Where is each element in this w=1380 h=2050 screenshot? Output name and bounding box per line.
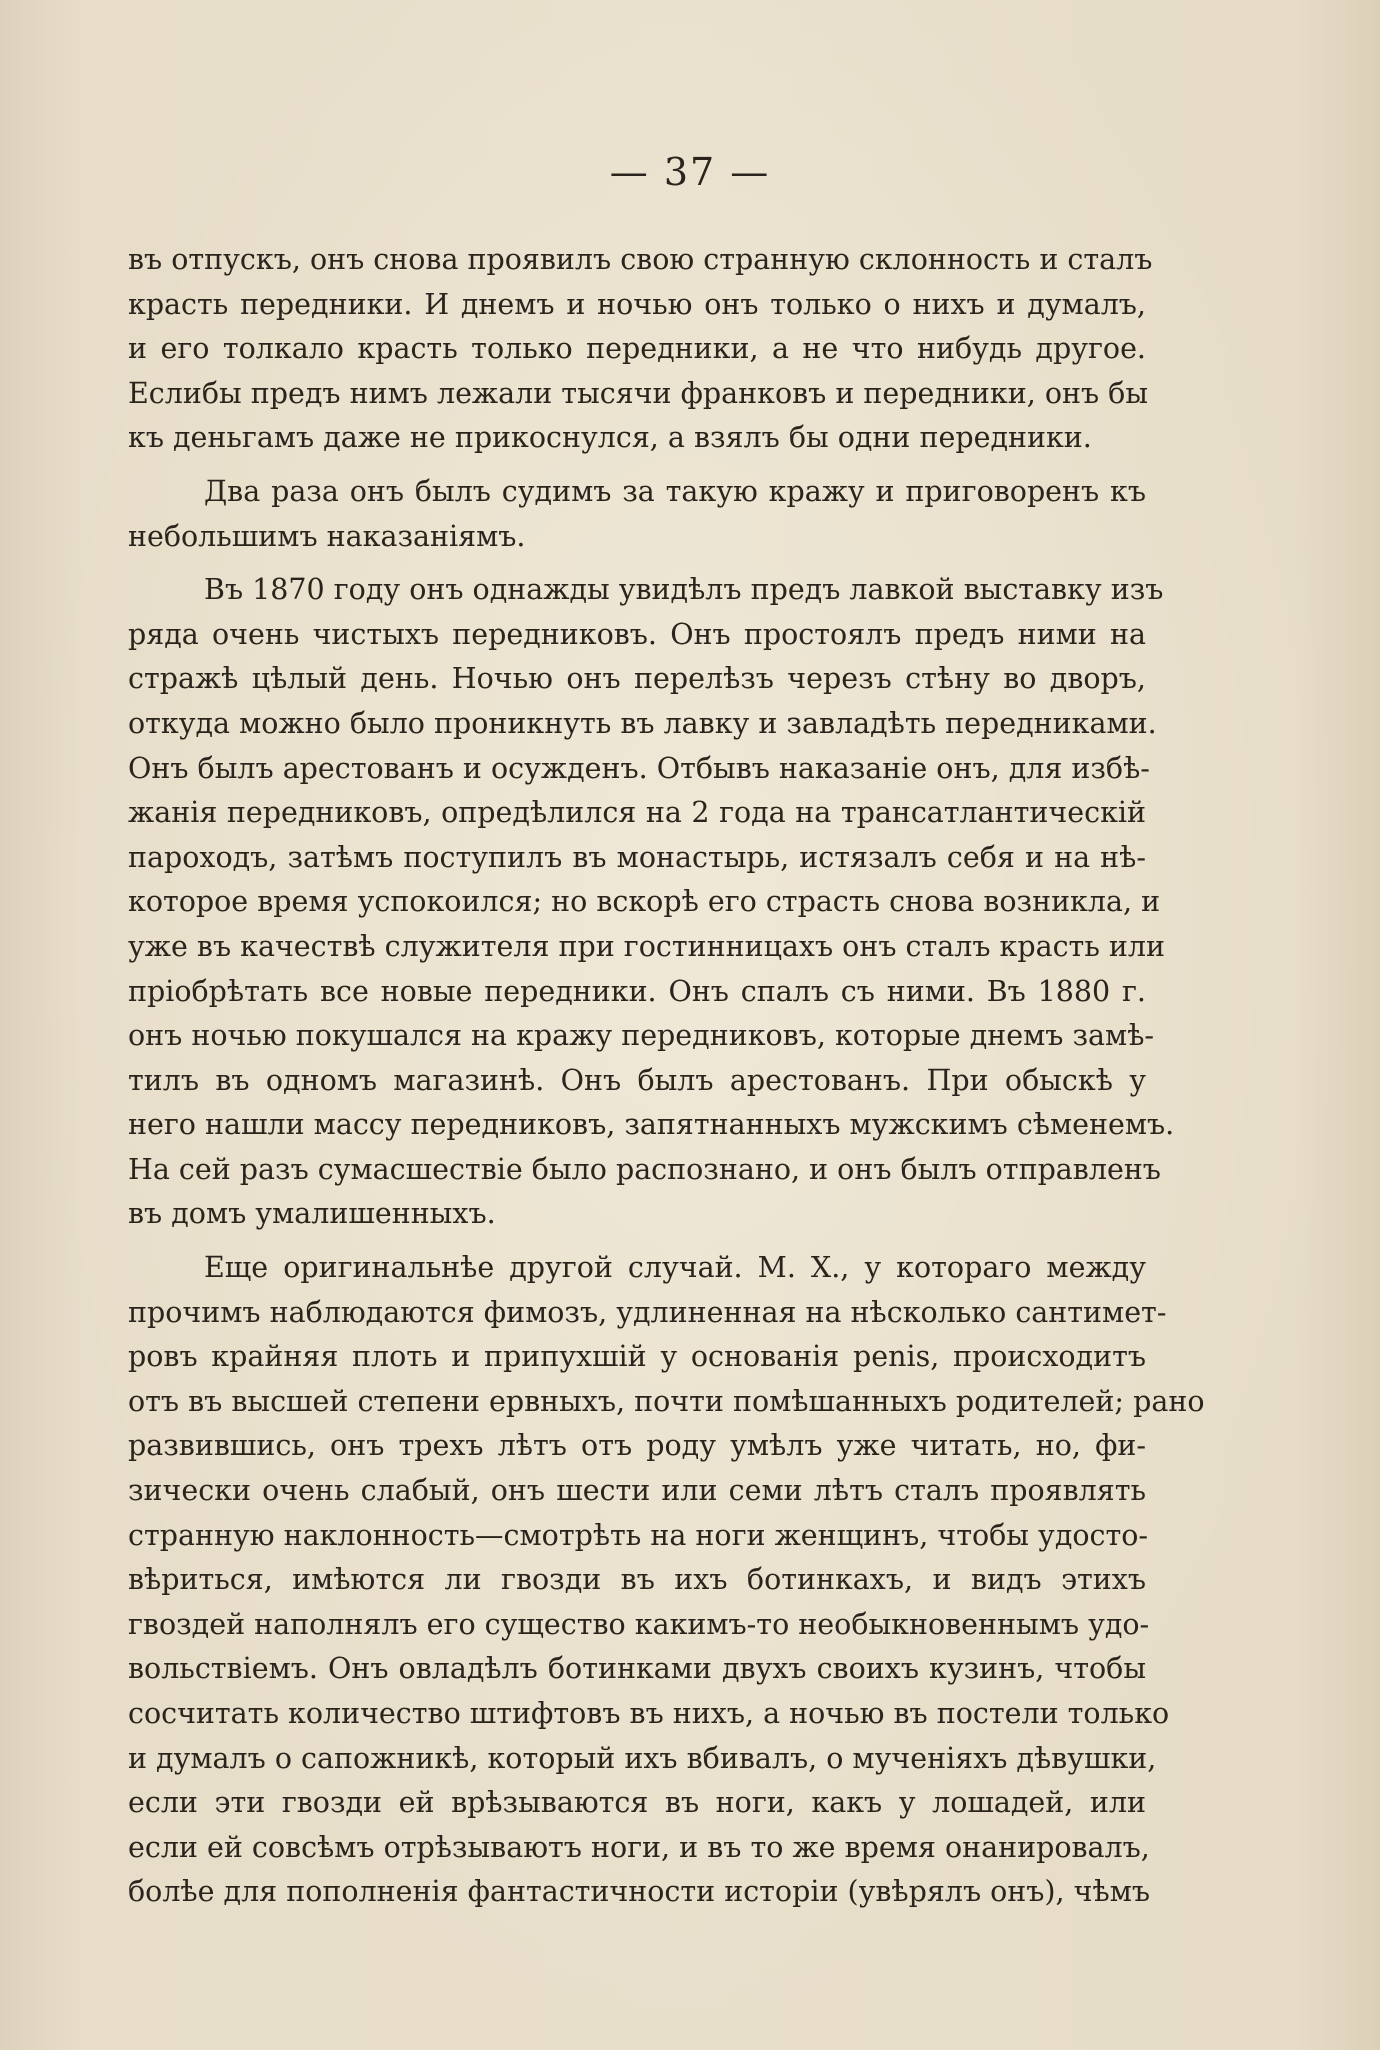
text-line: прочимъ наблюдаются фимозъ, удлиненная на нѣсколько сантимет- [128,1295,1167,1329]
text-line: въ домъ умалишенныхъ. [128,1197,496,1231]
text-line: и его толкало красть только передники, а не что нибудь другое. [128,332,1146,366]
paragraph-gap [128,461,1146,470]
text-line: ровъ крайняя плоть и припухшій у основанія penis, происходитъ [128,1340,1146,1374]
text-line: небольшимъ наказаніямъ. [128,519,526,553]
paragraph-gap [128,1237,1146,1246]
paragraph-gap [128,559,1146,568]
text-line: пароходъ, затѣмъ поступилъ въ монастырь, истязалъ себя и на нѣ- [128,840,1146,874]
text-line: откуда можно было проникнуть въ лавку и завладѣть передниками. [128,706,1157,740]
text-line: къ деньгамъ даже не прикоснулся, а взялъ бы одни передники. [128,421,1092,455]
text-line: зически очень слабый, онъ шести или семи лѣтъ сталъ проявлять [128,1474,1146,1508]
page-number: — 37 — [609,150,771,194]
text-line: если ей совсѣмъ отрѣзываютъ ноги, и въ то же время онанировалъ, [128,1830,1150,1864]
body-text [128,238,1205,1915]
text-line: уже въ качествѣ служителя при гостинницахъ онъ сталъ красть или [128,929,1165,963]
text-line: стражѣ цѣлый день. Ночью онъ перелѣзъ черезъ стѣну во дворъ, [128,662,1146,696]
text-line: странную наклонность—смотрѣть на ноги женщинъ, чтобы удосто- [128,1518,1149,1552]
paragraph [128,238,1153,461]
text-line: отъ въ высшей степени ервныхъ, почти помѣшанныхъ родителей; рано [128,1384,1205,1418]
text-line: На сей разъ сумасшествіе было распознано, и онъ былъ отправленъ [128,1152,1161,1186]
text-line: Еще оригинальнѣе другой случай. М. Х., у котораго между [204,1251,1146,1285]
text-line: красть передники. И днемъ и ночью онъ только о нихъ и думалъ, [128,287,1146,321]
text-line: и думалъ о сапожникѣ, который ихъ вбивалъ, о мученіяхъ дѣвушки, [128,1741,1157,1775]
paragraph [128,568,1175,1237]
text-line: сосчитать количество штифтовъ въ нихъ, а ночью въ постели только [128,1697,1170,1730]
text-line: пріобрѣтать все новые передники. Онъ спалъ съ ними. Въ 1880 г. [128,974,1146,1008]
text-line: тилъ въ одномъ магазинѣ. Онъ былъ арестованъ. При обыскѣ у [128,1063,1146,1097]
paragraph [128,1246,1205,1915]
text-line: вольствіемъ. Онъ овладѣлъ ботинками двухъ своихъ кузинъ, чтобы [128,1652,1146,1686]
text-line: въ отпускъ, онъ снова проявилъ свою странную склонность и сталъ [128,243,1153,276]
text-line: Два раза онъ былъ судимъ за такую кражу и приговоренъ къ [204,474,1146,508]
text-line: которое время успокоился; но вскорѣ его страсть снова возникла, и [128,885,1161,919]
text-line: жанія передниковъ, опредѣлился на 2 года на трансатлантическій [128,796,1146,830]
text-line: развившись, онъ трехъ лѣтъ отъ роду умѣлъ уже читать, но, фи- [128,1429,1146,1463]
text-line: него нашли массу передниковъ, запятнанныхъ мужскимъ сѣменемъ. [128,1108,1175,1142]
paragraph [128,470,1146,559]
text-line: если эти гвозди ей врѣзываются въ ноги, какъ у лошадей, или [128,1786,1146,1820]
text-line: ряда очень чистыхъ передниковъ. Онъ простоялъ предъ ними на [128,617,1146,651]
text-line: болѣе для пополненія фантастичности исторіи (увѣрялъ онъ), чѣмъ [128,1875,1150,1909]
text-line: Еслибы предъ нимъ лежали тысячи франковъ и передники, онъ бы [128,376,1149,410]
text-line: Въ 1870 году онъ однажды увидѣлъ предъ лавкой выставку изъ [204,573,1164,607]
text-line: онъ ночью покушался на кражу передниковъ, которые днемъ замѣ- [128,1019,1155,1053]
text-line: Онъ былъ арестованъ и осужденъ. Отбывъ наказаніе онъ, для избѣ- [128,751,1150,785]
text-line: вѣриться, имѣются ли гвозди въ ихъ ботинкахъ, и видъ этихъ [128,1563,1146,1597]
text-line: гвоздей наполнялъ его существо какимъ-то необыкновеннымъ удо- [128,1607,1150,1641]
